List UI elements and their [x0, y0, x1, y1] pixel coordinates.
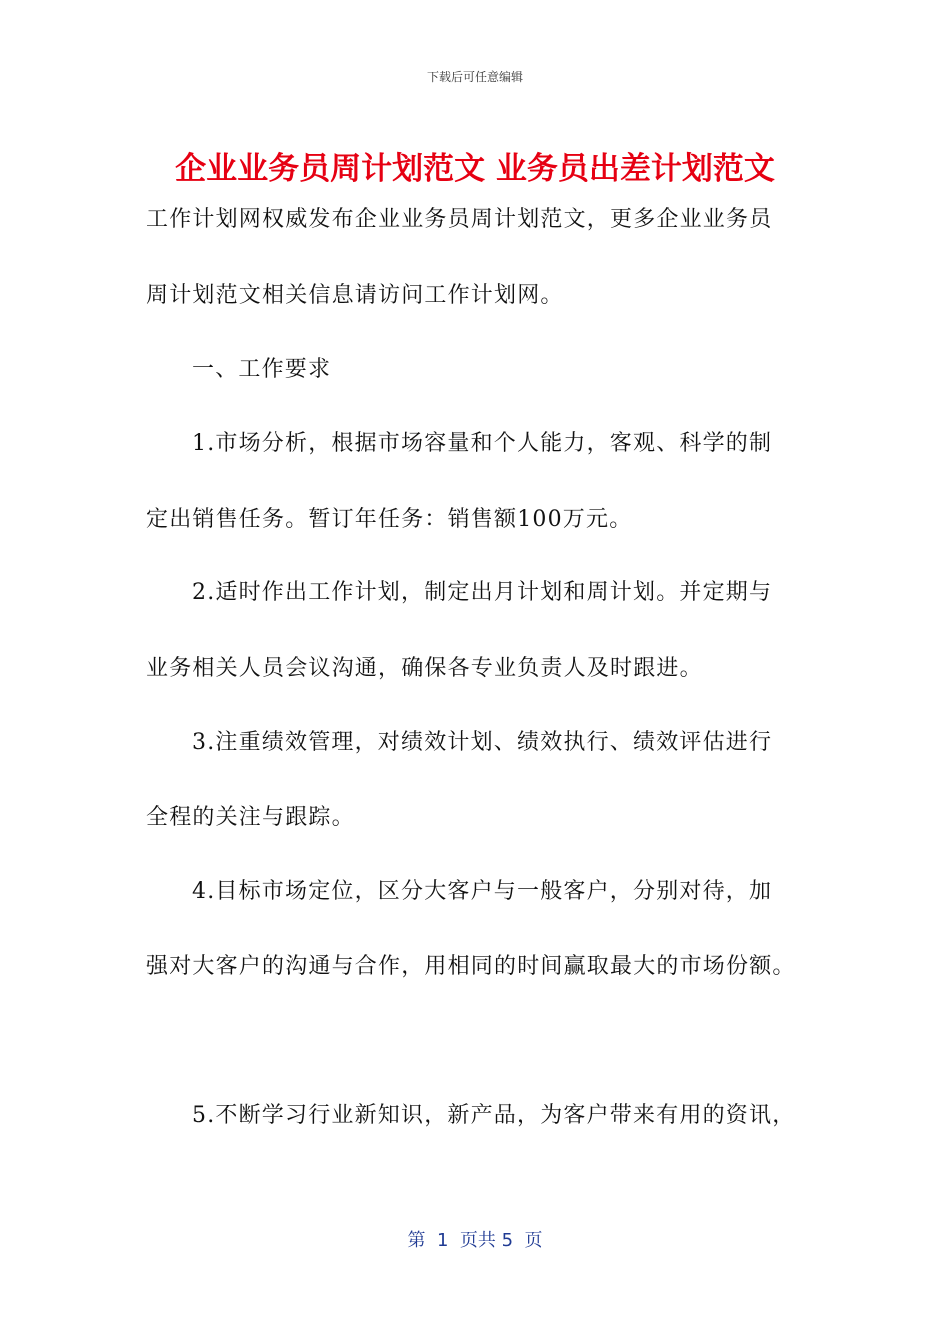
paragraph-line: 1.市场分析，根据市场容量和个人能力，客观、科学的制	[192, 431, 773, 456]
paragraph-line: 强对大客户的沟通与合作，用相同的时间赢取最大的市场份额。	[146, 954, 796, 979]
paragraph-line: 周计划范文相关信息请访问工作计划网。	[146, 283, 564, 308]
paragraph-line: 定出销售任务。暂订年任务：销售额100万元。	[146, 507, 633, 532]
page-number: 第 1 页共 5 页	[407, 1230, 543, 1251]
paragraph-line: 4.目标市场定位，区分大客户与一般客户，分别对待，加	[192, 879, 773, 904]
paragraph-line: 业务相关人员会议沟通，确保各专业负责人及时跟进。	[146, 656, 703, 681]
document-title: 企业业务员周计划范文 业务员出差计划范文	[175, 151, 775, 187]
paragraph-line: 全程的关注与跟踪。	[146, 805, 355, 830]
section-heading: 一、工作要求	[192, 357, 332, 382]
paragraph-line: 5.不断学习行业新知识，新产品，为客户带来有用的资讯，	[192, 1103, 796, 1128]
paragraph-line: 工作计划网权威发布企业业务员周计划范文，更多企业业务员	[146, 207, 773, 232]
paragraph-line: 2.适时作出工作计划，制定出月计划和周计划。并定期与	[192, 580, 773, 605]
paragraph-line: 3.注重绩效管理，对绩效计划、绩效执行、绩效评估进行	[192, 730, 773, 755]
header-note: 下载后可任意编辑	[426, 70, 523, 84]
